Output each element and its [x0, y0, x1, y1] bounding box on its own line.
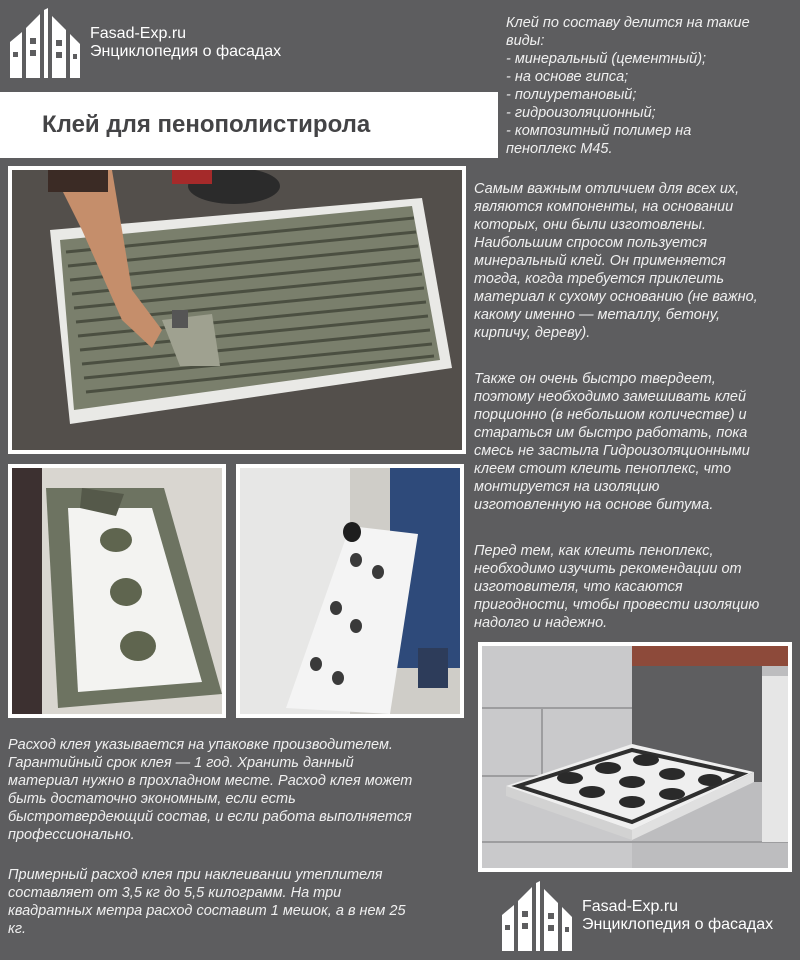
photo-adhesive-perimeter — [8, 464, 226, 718]
photo-foam-on-wall — [478, 642, 792, 872]
photo-adhesive-spots — [236, 464, 464, 718]
left-paragraph-1: Расход клея указывается на упаковке производителем. Гарантийный срок клея — 1 год. Хранить данный материал нужно в прохладном месте. Расход клея может быть достаточно экономным, если есть быстротвердеющий состав, и если работа выполняется профессионально. — [8, 737, 413, 843]
adhesive-spots-image — [240, 468, 460, 714]
adhesive-perimeter-image — [12, 468, 222, 714]
adhesive-combing-image — [12, 170, 462, 450]
adhesive-types-list: Клей по составу делится на такие виды: - минеральный (цементный); - на основе гипса; - полиуретановый; - гидроизоляционный; - композитный полимер на пеноплекс М45. — [506, 15, 750, 157]
brand-site: Fasad-Exp.ru — [90, 24, 187, 42]
right-paragraph-3: Перед тем, как клеить пеноплекс, необходимо изучить рекомендации от изготовителя, что касаются пригодности, чтобы провести изоляцию надолго и надежно. — [474, 543, 760, 631]
header-logo[interactable] — [8, 8, 281, 78]
photo-adhesive-combing — [8, 166, 466, 454]
title-band — [0, 92, 498, 158]
left-paragraph-2: Примерный расход клея при наклеивании утеплителя составляет от 3,5 кг до 5,5 килограмм. На три квадратных метра расход составит 1 мешок, а в нем 25 кг. — [8, 867, 406, 937]
right-paragraph-2: Также он очень быстро твердеет, поэтому необходимо замешивать клей порционно (в небольшом количестве) и стараться им быстро работать, пока смесь не застыла Гидроизоляционными клеем стоит клеить пеноплекс, что монтируется на изоляцию изготовленную на основе битума. — [474, 371, 750, 513]
building-logo-icon — [8, 8, 82, 78]
brand-site: Fasad-Exp.ru — [582, 897, 679, 915]
footer-logo[interactable] — [500, 880, 773, 952]
building-logo-icon — [500, 880, 574, 952]
brand-tagline: Энциклопедия о фасадах — [582, 916, 774, 933]
foam-on-wall-image — [482, 646, 788, 868]
right-paragraph-1: Самым важным отличием для всех их, являются компоненты, на основании которых, они были изготовлены. Наибольшим спросом пользуется минеральный клей. Он применяется тогда, когда требуется приклеить материал к сухому основанию (не важно, какому именно — металлу, бетону, кирпичу, дереву). — [474, 181, 758, 341]
brand-tagline: Энциклопедия о фасадах — [90, 43, 282, 60]
page-title: Клей для пенополистирола — [42, 111, 371, 138]
